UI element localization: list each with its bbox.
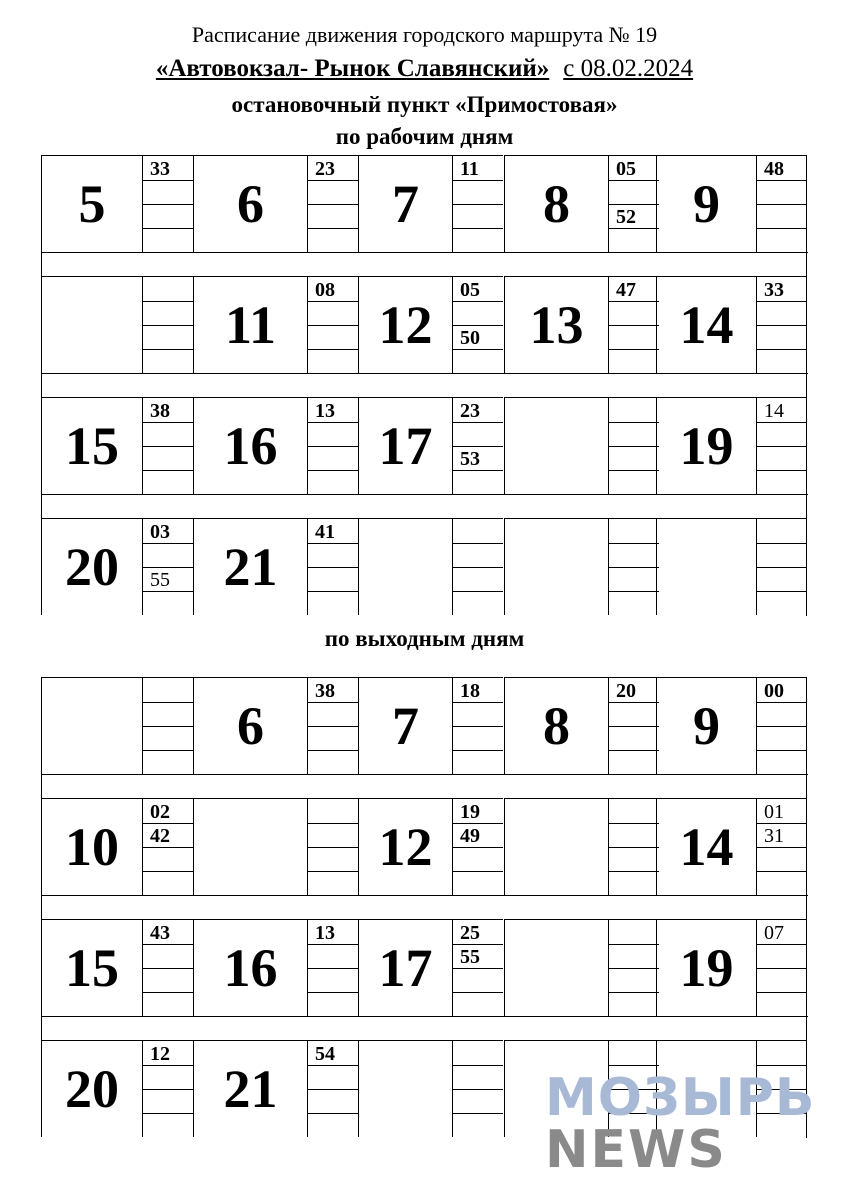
- departure-minute: 07: [764, 922, 784, 944]
- hour-cell: [504, 397, 608, 494]
- minutes-divider: [308, 470, 358, 471]
- minutes-cell: [756, 518, 807, 615]
- minutes-divider: [308, 1065, 358, 1066]
- minutes-cell: [452, 919, 503, 1016]
- minutes-divider: [757, 446, 807, 447]
- right-border: [806, 398, 807, 495]
- route-name: «Автовокзал- Рынок Славянский»: [155, 55, 550, 82]
- separator-line: [42, 494, 808, 495]
- departure-minute: 01: [764, 801, 784, 823]
- hour-cell: [41, 397, 142, 494]
- minutes-divider: [143, 228, 193, 229]
- minutes-divider: [453, 750, 503, 751]
- minutes-divider: [757, 1065, 807, 1066]
- minutes-divider: [308, 543, 358, 544]
- minutes-cell: [608, 518, 659, 615]
- minutes-divider: [308, 567, 358, 568]
- hour-label: 14: [679, 295, 734, 355]
- hour-cell: [656, 155, 756, 252]
- hour-cell: [41, 919, 142, 1016]
- minutes-divider: [609, 180, 659, 181]
- hour-label: 9: [693, 174, 720, 234]
- hour-label: 12: [378, 295, 433, 355]
- row-separator: [41, 895, 807, 919]
- minutes-divider: [308, 968, 358, 969]
- minutes-divider: [308, 871, 358, 872]
- minutes-divider: [453, 823, 503, 824]
- minutes-divider: [453, 871, 503, 872]
- hour-cell: [504, 276, 608, 373]
- minutes-divider: [308, 228, 358, 229]
- minutes-divider: [143, 567, 193, 568]
- hour-label: 13: [529, 295, 584, 355]
- minutes-divider: [757, 944, 807, 945]
- hour-cell: [504, 155, 608, 252]
- departure-minute: 33: [764, 279, 784, 301]
- hour-cell: [504, 677, 608, 774]
- minutes-divider: [609, 204, 659, 205]
- minutes-divider: [609, 944, 659, 945]
- departure-minute: 03: [150, 521, 170, 543]
- minutes-divider: [143, 470, 193, 471]
- minutes-cell: [142, 677, 193, 774]
- minutes-divider: [757, 543, 807, 544]
- hour-label: 15: [65, 416, 119, 476]
- minutes-divider: [143, 1065, 193, 1066]
- hour-cell: [41, 276, 142, 373]
- minutes-divider: [609, 543, 659, 544]
- minutes-divider: [453, 591, 503, 592]
- hour-label: 7: [392, 174, 419, 234]
- departure-minute: 38: [315, 680, 335, 702]
- minutes-divider: [453, 422, 503, 423]
- minutes-divider: [757, 702, 807, 703]
- minutes-divider: [143, 944, 193, 945]
- minutes-cell: [608, 919, 659, 1016]
- row-separator: [41, 774, 807, 798]
- departure-minute: 02: [150, 801, 170, 823]
- hour-cell: [41, 1040, 142, 1137]
- minutes-cell: [142, 276, 193, 373]
- minutes-divider: [453, 446, 503, 447]
- minutes-divider: [143, 543, 193, 544]
- departure-minute: 19: [460, 801, 480, 823]
- separator-line: [42, 895, 808, 896]
- mozyr-news-logo: [545, 1068, 830, 1178]
- hour-cell: [193, 798, 307, 895]
- hour-cell: [656, 276, 756, 373]
- hour-label: 21: [223, 537, 278, 597]
- separator-line: [42, 774, 808, 775]
- minutes-cell: [608, 677, 659, 774]
- minutes-cell: [756, 919, 807, 1016]
- minutes-divider: [453, 204, 503, 205]
- hour-label: 8: [543, 174, 570, 234]
- timetable-row: [41, 518, 807, 615]
- right-border: [806, 799, 807, 896]
- hour-cell: [193, 155, 307, 252]
- departure-minute: 43: [150, 922, 170, 944]
- minutes-cell: [307, 276, 358, 373]
- hour-cell: [656, 677, 756, 774]
- hour-cell: [358, 276, 452, 373]
- minutes-cell: [452, 276, 503, 373]
- hour-label: 11: [224, 295, 277, 355]
- minutes-cell: [608, 798, 659, 895]
- minutes-divider: [143, 1089, 193, 1090]
- departure-minute: 53: [460, 448, 480, 470]
- minutes-divider: [757, 968, 807, 969]
- minutes-divider: [757, 180, 807, 181]
- departure-minute: 05: [616, 158, 636, 180]
- minutes-divider: [757, 750, 807, 751]
- minutes-divider: [308, 301, 358, 302]
- weekends-title: по выходным дням: [324, 626, 525, 651]
- hour-label: 9: [693, 696, 720, 756]
- hour-cell: [358, 155, 452, 252]
- minutes-cell: [452, 798, 503, 895]
- hour-label: 15: [65, 938, 119, 998]
- hour-cell: [41, 798, 142, 895]
- minutes-cell: [756, 397, 807, 494]
- minutes-divider: [757, 871, 807, 872]
- hour-cell: [41, 677, 142, 774]
- minutes-divider: [453, 180, 503, 181]
- row-separator: [41, 494, 807, 518]
- row-separator: [41, 373, 807, 397]
- departure-minute: 11: [460, 158, 479, 180]
- minutes-divider: [143, 823, 193, 824]
- route-title: [0, 55, 849, 83]
- logo-text-line2: NEWS: [545, 1120, 727, 1180]
- hour-cell: [41, 518, 142, 615]
- minutes-divider: [308, 750, 358, 751]
- minutes-divider: [757, 422, 807, 423]
- hour-cell: [193, 919, 307, 1016]
- minutes-divider: [308, 204, 358, 205]
- departure-minute: 52: [616, 206, 636, 228]
- hour-cell: [358, 1040, 452, 1137]
- hour-cell: [358, 397, 452, 494]
- minutes-divider: [453, 1065, 503, 1066]
- right-border: [806, 156, 807, 253]
- hour-label: 7: [392, 696, 419, 756]
- departure-minute: 13: [315, 400, 335, 422]
- minutes-divider: [757, 992, 807, 993]
- minutes-divider: [308, 1089, 358, 1090]
- departure-minute: 13: [315, 922, 335, 944]
- hour-label: 6: [237, 174, 264, 234]
- minutes-divider: [308, 349, 358, 350]
- minutes-divider: [143, 702, 193, 703]
- minutes-divider: [453, 543, 503, 544]
- minutes-divider: [609, 349, 659, 350]
- hour-label: 20: [65, 537, 119, 597]
- departure-minute: 20: [616, 680, 636, 702]
- minutes-divider: [453, 228, 503, 229]
- minutes-divider: [757, 823, 807, 824]
- departure-minute: 12: [150, 1043, 170, 1065]
- minutes-cell: [307, 798, 358, 895]
- minutes-cell: [142, 518, 193, 615]
- hour-cell: [504, 798, 608, 895]
- hour-cell: [193, 276, 307, 373]
- departure-minute: 08: [315, 279, 335, 301]
- hour-cell: [358, 798, 452, 895]
- minutes-divider: [453, 968, 503, 969]
- hour-label: 20: [65, 1059, 119, 1119]
- minutes-divider: [143, 204, 193, 205]
- hour-label: 21: [223, 1059, 278, 1119]
- minutes-divider: [757, 591, 807, 592]
- minutes-divider: [453, 992, 503, 993]
- minutes-divider: [143, 847, 193, 848]
- minutes-divider: [609, 992, 659, 993]
- separator-line: [42, 373, 808, 374]
- minutes-cell: [608, 155, 659, 252]
- minutes-cell: [452, 518, 503, 615]
- departure-minute: 48: [764, 158, 784, 180]
- hour-label: 17: [378, 416, 433, 476]
- hour-cell: [358, 677, 452, 774]
- minutes-divider: [308, 446, 358, 447]
- minutes-divider: [609, 567, 659, 568]
- departure-minute: 00: [764, 680, 784, 702]
- timetable-row: [41, 155, 807, 252]
- hour-label: 8: [543, 696, 570, 756]
- minutes-divider: [757, 567, 807, 568]
- minutes-divider: [757, 847, 807, 848]
- hour-cell: [656, 518, 756, 615]
- hour-cell: [193, 518, 307, 615]
- minutes-divider: [308, 180, 358, 181]
- hour-cell: [504, 518, 608, 615]
- minutes-cell: [608, 276, 659, 373]
- separator-line: [42, 252, 808, 253]
- departure-minute: 23: [315, 158, 335, 180]
- minutes-cell: [142, 1040, 193, 1137]
- hour-cell: [193, 1040, 307, 1137]
- minutes-divider: [308, 726, 358, 727]
- hour-label: 14: [679, 817, 734, 877]
- minutes-divider: [453, 470, 503, 471]
- minutes-divider: [453, 726, 503, 727]
- minutes-divider: [453, 1089, 503, 1090]
- minutes-divider: [308, 1113, 358, 1114]
- minutes-cell: [307, 518, 358, 615]
- minutes-divider: [609, 823, 659, 824]
- right-border: [806, 519, 807, 616]
- schedule-heading: Расписание движения городского маршрута № 19: [191, 22, 658, 47]
- minutes-divider: [308, 847, 358, 848]
- minutes-cell: [756, 276, 807, 373]
- timetable-row: [41, 397, 807, 494]
- timetable-row: [41, 677, 807, 774]
- minutes-divider: [308, 325, 358, 326]
- hour-cell: [504, 919, 608, 1016]
- departure-minute: 47: [616, 279, 636, 301]
- timetable-row: [41, 798, 807, 895]
- departure-minute: 38: [150, 400, 170, 422]
- minutes-divider: [453, 847, 503, 848]
- minutes-divider: [143, 750, 193, 751]
- departure-minute: 31: [764, 825, 784, 847]
- minutes-divider: [143, 968, 193, 969]
- minutes-divider: [609, 1065, 659, 1066]
- minutes-divider: [308, 944, 358, 945]
- hour-label: 17: [378, 938, 433, 998]
- departure-minute: 05: [460, 279, 480, 301]
- minutes-cell: [142, 919, 193, 1016]
- hour-label: 16: [223, 938, 278, 998]
- minutes-divider: [143, 301, 193, 302]
- logo-text-line1: МОЗЫРЬ: [545, 1068, 816, 1128]
- minutes-divider: [609, 446, 659, 447]
- departure-minute: 49: [460, 825, 480, 847]
- minutes-divider: [609, 871, 659, 872]
- minutes-divider: [757, 325, 807, 326]
- departure-minute: 41: [315, 521, 335, 543]
- hour-cell: [358, 518, 452, 615]
- hour-label: 12: [378, 817, 433, 877]
- minutes-divider: [609, 726, 659, 727]
- minutes-divider: [453, 702, 503, 703]
- minutes-divider: [143, 1113, 193, 1114]
- hour-cell: [656, 798, 756, 895]
- departure-minute: 18: [460, 680, 480, 702]
- minutes-divider: [308, 591, 358, 592]
- departure-minute: 54: [315, 1043, 335, 1065]
- hour-label: 5: [78, 174, 106, 234]
- departure-minute: 25: [460, 922, 480, 944]
- minutes-cell: [452, 1040, 503, 1137]
- minutes-cell: [307, 677, 358, 774]
- valid-from-date: с 08.02.2024: [563, 55, 694, 82]
- row-separator: [41, 1016, 807, 1040]
- minutes-divider: [143, 349, 193, 350]
- minutes-divider: [609, 470, 659, 471]
- departure-minute: 50: [460, 327, 480, 349]
- minutes-divider: [453, 349, 503, 350]
- minutes-divider: [453, 1113, 503, 1114]
- hour-label: 6: [237, 696, 264, 756]
- minutes-divider: [308, 823, 358, 824]
- hour-cell: [656, 397, 756, 494]
- minutes-divider: [143, 591, 193, 592]
- minutes-divider: [143, 446, 193, 447]
- minutes-divider: [609, 301, 659, 302]
- minutes-divider: [143, 992, 193, 993]
- minutes-cell: [142, 155, 193, 252]
- minutes-divider: [143, 180, 193, 181]
- hour-cell: [41, 155, 142, 252]
- departure-minute: 55: [150, 569, 170, 591]
- minutes-divider: [609, 750, 659, 751]
- minutes-divider: [757, 726, 807, 727]
- hour-label: 19: [679, 416, 734, 476]
- minutes-cell: [142, 798, 193, 895]
- minutes-cell: [608, 397, 659, 494]
- minutes-divider: [143, 726, 193, 727]
- minutes-divider: [143, 422, 193, 423]
- minutes-divider: [453, 944, 503, 945]
- departure-minute: 14: [764, 400, 784, 422]
- workdays-title: по рабочим дням: [335, 124, 514, 149]
- minutes-divider: [757, 228, 807, 229]
- minutes-cell: [756, 677, 807, 774]
- hour-cell: [358, 919, 452, 1016]
- minutes-divider: [609, 422, 659, 423]
- minutes-divider: [143, 871, 193, 872]
- minutes-divider: [757, 204, 807, 205]
- hour-cell: [193, 397, 307, 494]
- minutes-divider: [757, 470, 807, 471]
- minutes-divider: [609, 591, 659, 592]
- departure-minute: 23: [460, 400, 480, 422]
- minutes-cell: [307, 397, 358, 494]
- right-border: [806, 277, 807, 374]
- timetable-row: [41, 919, 807, 1016]
- minutes-cell: [307, 919, 358, 1016]
- minutes-divider: [609, 325, 659, 326]
- minutes-cell: [756, 798, 807, 895]
- minutes-divider: [757, 349, 807, 350]
- row-separator: [41, 252, 807, 276]
- minutes-divider: [453, 325, 503, 326]
- minutes-divider: [609, 847, 659, 848]
- hour-label: 10: [65, 817, 119, 877]
- minutes-cell: [756, 155, 807, 252]
- hour-label: 19: [679, 938, 734, 998]
- minutes-cell: [307, 155, 358, 252]
- minutes-divider: [609, 968, 659, 969]
- minutes-cell: [142, 397, 193, 494]
- minutes-divider: [757, 301, 807, 302]
- hour-cell: [656, 919, 756, 1016]
- hour-cell: [193, 677, 307, 774]
- departure-minute: 55: [460, 946, 480, 968]
- minutes-cell: [307, 1040, 358, 1137]
- minutes-divider: [453, 301, 503, 302]
- stop-name: остановочный пункт «Примостовая»: [231, 92, 618, 117]
- minutes-divider: [143, 325, 193, 326]
- minutes-divider: [308, 422, 358, 423]
- minutes-cell: [452, 397, 503, 494]
- minutes-divider: [453, 567, 503, 568]
- minutes-divider: [609, 228, 659, 229]
- separator-line: [42, 1016, 808, 1017]
- right-border: [806, 678, 807, 775]
- minutes-divider: [308, 992, 358, 993]
- minutes-divider: [308, 702, 358, 703]
- minutes-divider: [609, 702, 659, 703]
- minutes-cell: [452, 677, 503, 774]
- hour-label: 16: [223, 416, 278, 476]
- departure-minute: 42: [150, 825, 170, 847]
- minutes-cell: [452, 155, 503, 252]
- departure-minute: 33: [150, 158, 170, 180]
- right-border: [806, 920, 807, 1017]
- timetable-row: [41, 276, 807, 373]
